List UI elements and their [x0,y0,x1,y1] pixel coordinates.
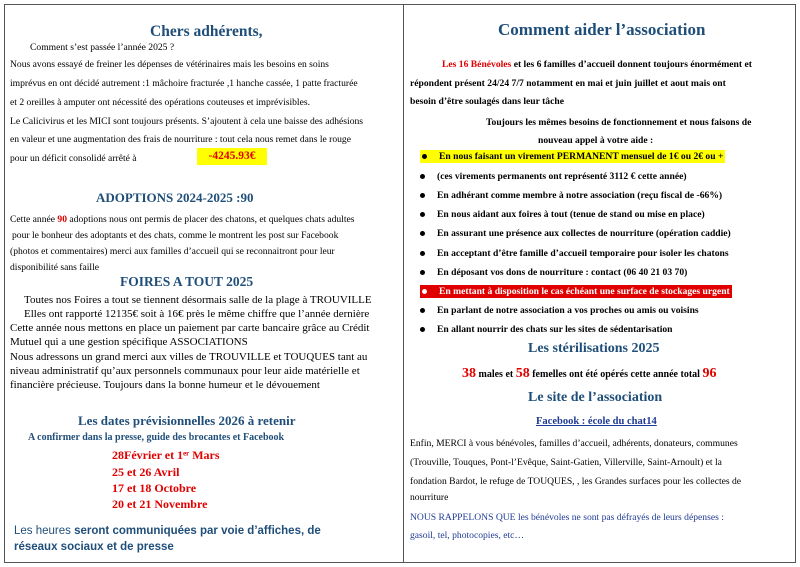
bullet-dot [420,231,425,236]
bullet-dot [420,193,425,198]
bullet-dot [420,308,425,313]
foires-line: Elles ont rapporté 12135€ soit à 16€ près le même chiffre que l’année dernière [24,308,370,320]
bullet-dot [420,270,425,275]
foires-line: Toutes nos Foires a tout se tiennent désormais salle de la plage à TROUVILLE [24,294,372,306]
foires-line: Nous adressons un grand merci aux villes de TROUVILLE et TOUQUES tant au [10,351,368,363]
right-title: Comment aider l’association [498,20,706,39]
site-title: Le site de l’association [528,390,663,405]
females-label: femelles ont été opérés cette année total [532,369,700,380]
footer-line1-rest: seront communiquées par voie d’affiches, de [74,525,321,537]
bullet-dot [420,174,425,179]
reminder-line1: NOUS RAPPELONS QUE les bénévoles ne sont pas défrayés de leurs dépenses : [410,512,724,523]
intro-line: Nous avons essayé de freiner les dépenses de vétérinaires mais les besoins en soins [10,59,329,70]
help-item-text: En déposant vos dons de nourriture : contact (06 40 21 03 70) [437,267,688,278]
help-item [420,228,731,239]
females-count: 58 [515,366,530,381]
thanks-line: Enfin, MERCI à vous bénévoles, familles d’accueil, adhérents, donateurs, communes [410,438,738,449]
help-item [420,267,687,278]
adoptions-line: (photos et commentaires) merci aux familles d’accueil qui se reconnaitront pour leur [10,246,335,257]
intro-line: en valeur et une augmentation des frais de nourriture : tout cela nous remet dans le rouge [10,134,351,145]
help-item-text: (ces virements permanents ont représenté 3112 € cette année) [437,171,687,182]
intro-question: Comment s’est passée l’année 2025 ? [30,42,175,53]
footer-line2: réseaux sociaux et de presse [14,541,174,553]
help-item [420,190,722,201]
adoptions-line: pour le bonheur des adoptants et des chats, comme le montrent les post sur Facebook [12,230,339,241]
intro-line1-rest: et les 6 familles d’accueil donnent toujours énormément et [513,59,752,70]
help-item-text: En nous aidant aux foires à tout (tenue de stand ou mise en place) [437,209,705,220]
date-item: 28Février et 1ᵉʳ Mars [112,448,220,462]
intro-line: imprévus en ont décidé autrement :1 mâchoire fracturée ,1 hanche cassée, 1 patte fracturée [10,78,358,89]
help-item-text: En adhérant comme membre à notre association (reçu fiscal de -66%) [437,190,723,201]
help-item-text: En parlant de notre association a vos proches ou amis ou voisins [437,305,699,316]
males-label: males et [478,369,514,380]
dates-title: Les dates prévisionnelles 2026 à retenir [78,413,296,428]
help-item [420,305,699,316]
help-item-text: En nous faisant un virement PERMANENT mensuel de 1€ ou 2€ ou + [439,151,724,162]
help-item [420,209,705,220]
foires-line: Mutuel qui a une gestion spécifique ASSOCIATIONS [10,336,248,348]
help-item [420,324,673,335]
help-item [420,248,729,259]
reminder-line2: gasoil, tel, photocopies, etc… [410,530,525,541]
thanks-line: (Trouville, Touques, Pont-l’Evêque, Saint-Gatien, Villerville, Saint-Arnoult) et la [410,457,722,468]
help-item [420,151,725,162]
foires-line: Cette année nous mettons en place un paiement par carte bancaire grâce au Crédit [10,322,370,334]
adoptions-line: disponibilité sans faille [10,262,99,273]
intro-line2: répondent présent 24/24 7/7 notamment en mai et juin juillet et aout mais ont [410,78,726,89]
adoptions-title: ADOPTIONS 2024-2025 :90 [96,190,254,205]
foires-title: FOIRES A TOUT 2025 [120,274,254,289]
footer-prefix: Les heures [14,525,71,537]
sterilisations-title: Les stérilisations 2025 [528,341,660,356]
total-count: 96 [702,366,717,381]
adoptions-line1-rest: adoptions nous ont permis de placer des chatons, et quelques chats adultes [69,214,355,225]
help-item-text: En assurant une présence aux collectes de nourriture (opération caddie) [437,228,731,239]
intro-line: et 2 oreilles à amputer ont nécessité des opérations couteuses et imprévisibles. [10,97,310,108]
help-item [420,171,687,182]
column-divider [403,5,404,562]
date-item: 25 et 26 Avril [112,465,180,479]
thanks-line: fondation Bardot, le refuge de TOUQUES, , les Grandes surfaces pour les collectes de [410,476,742,487]
date-item: 17 et 18 Octobre [112,481,197,495]
bullet-dot [420,327,425,332]
intro-line3: besoin d’être soulagés dans leur tâche [410,96,564,107]
date-item: 20 et 21 Novembre [112,497,208,511]
bullet-dot [420,251,425,256]
deficit-value: -4245.93€ [197,148,267,165]
foires-line: niveau administratif qu’aux personnels communaux pour leur aide matérielle et [10,365,360,377]
bullet-dot [422,289,427,294]
bullet-dot [420,212,425,217]
foires-line: financière précieuse. Toujours dans la bonne humeur et le dévouement [10,379,320,391]
intro-line: Le Calicivirus et les MICI sont toujours présents. S’ajoutent à cela une baisse des adhésions [10,116,364,127]
adoptions-count: 90 [57,214,68,225]
help-item-text: En allant nourrir des chats sur les sites de sédentarisation [437,324,673,335]
males-count: 38 [462,366,476,381]
help-item [420,286,732,297]
help-item-text: En mettant à disposition le cas échéant une surface de stockages urgent [439,286,730,297]
adoptions-prefix: Cette année [10,214,56,225]
dates-subtitle: A confirmer dans la presse, guide des brocantes et Facebook [28,432,285,443]
intro-red: Les 16 Bénévoles [442,59,512,70]
facebook-link[interactable]: Facebook : école du chat14 [536,416,657,427]
bullet-dot [422,154,427,159]
help-item-text: En acceptant d’être famille d’accueil temporaire pour isoler les chatons [437,248,729,259]
needs-line1: Toujours les mêmes besoins de fonctionnement et nous faisons de [486,117,752,128]
needs-line2: nouveau appel à votre aide : [538,135,654,146]
thanks-line: nourriture [410,492,449,503]
deficit-text: pour un déficit consolidé arrêté à [10,153,137,164]
left-title: Chers adhérents, [150,23,263,40]
